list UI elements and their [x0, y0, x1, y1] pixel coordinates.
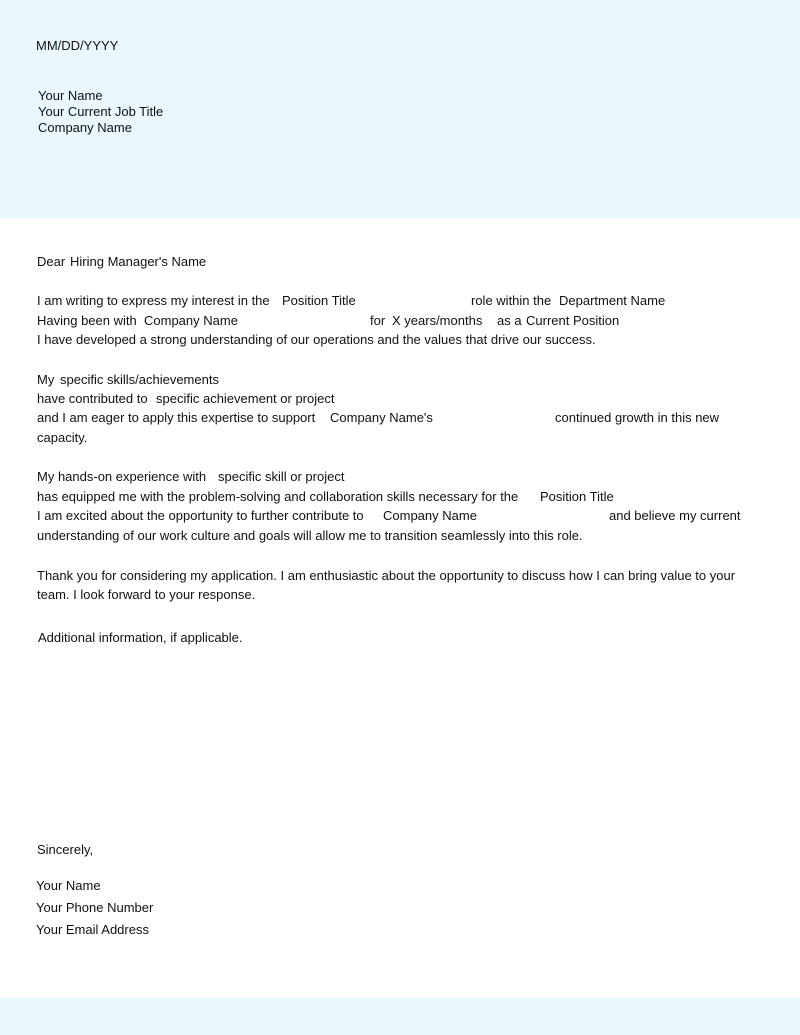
- p3-text: My hands-on experience with: [37, 469, 207, 484]
- achievement-field: specific achievement or project: [156, 391, 335, 406]
- p2-text: capacity.: [37, 430, 88, 445]
- valediction: Sincerely,: [37, 842, 94, 857]
- signature-email: Your Email Address: [36, 922, 149, 937]
- p2-text: continued growth in this new: [555, 410, 720, 425]
- p3-text: understanding of our work culture and goals will allow me to transition seamlessly into this role.: [37, 528, 583, 543]
- p1-text: Having been with: [37, 313, 137, 328]
- recipient-name: Hiring Manager's Name: [70, 254, 207, 269]
- additional-info: Additional information, if applicable.: [38, 630, 243, 645]
- signature-name: Your Name: [36, 878, 101, 893]
- p1-text: I have developed a strong understanding of our operations and the values that drive our success.: [37, 332, 596, 347]
- p3-text: I am excited about the opportunity to further contribute to: [37, 508, 364, 523]
- salutation-prefix: Dear: [37, 254, 66, 269]
- skills-field: specific skills/achievements: [60, 372, 219, 387]
- sender-company: Company Name: [38, 120, 132, 135]
- company-name-field: Company Name: [144, 313, 238, 328]
- position-title-field: Position Title: [540, 489, 614, 504]
- p1-text: as a: [497, 313, 522, 328]
- current-position-field: Current Position: [526, 313, 620, 328]
- sender-job-title: Your Current Job Title: [38, 104, 164, 119]
- company-name-field: Company Name's: [330, 410, 433, 425]
- p1-text: for: [370, 313, 386, 328]
- department-name-field: Department Name: [559, 293, 666, 308]
- p1-text: I am writing to express my interest in the: [37, 293, 270, 308]
- p2-text: My: [37, 372, 55, 387]
- footer-band: [0, 998, 800, 1035]
- p4-text: team. I look forward to your response.: [37, 587, 256, 602]
- p3-text: has equipped me with the problem-solving and collaboration skills necessary for the: [37, 489, 519, 504]
- date: MM/DD/YYYY: [36, 38, 119, 53]
- p3-text: and believe my current: [609, 508, 741, 523]
- p4-text: Thank you for considering my application. I am enthusiastic about the opportunity to discuss how I can bring value to your: [37, 568, 736, 583]
- position-title-field: Position Title: [282, 293, 356, 308]
- p2-text: have contributed to: [37, 391, 148, 406]
- p2-text: and I am eager to apply this expertise to support: [37, 410, 316, 425]
- duration-field: X years/months: [392, 313, 483, 328]
- skill-field: specific skill or project: [218, 469, 345, 484]
- sender-name: Your Name: [38, 88, 103, 103]
- company-name-field: Company Name: [383, 508, 477, 523]
- p1-text: role within the: [471, 293, 552, 308]
- signature-phone: Your Phone Number: [36, 900, 154, 915]
